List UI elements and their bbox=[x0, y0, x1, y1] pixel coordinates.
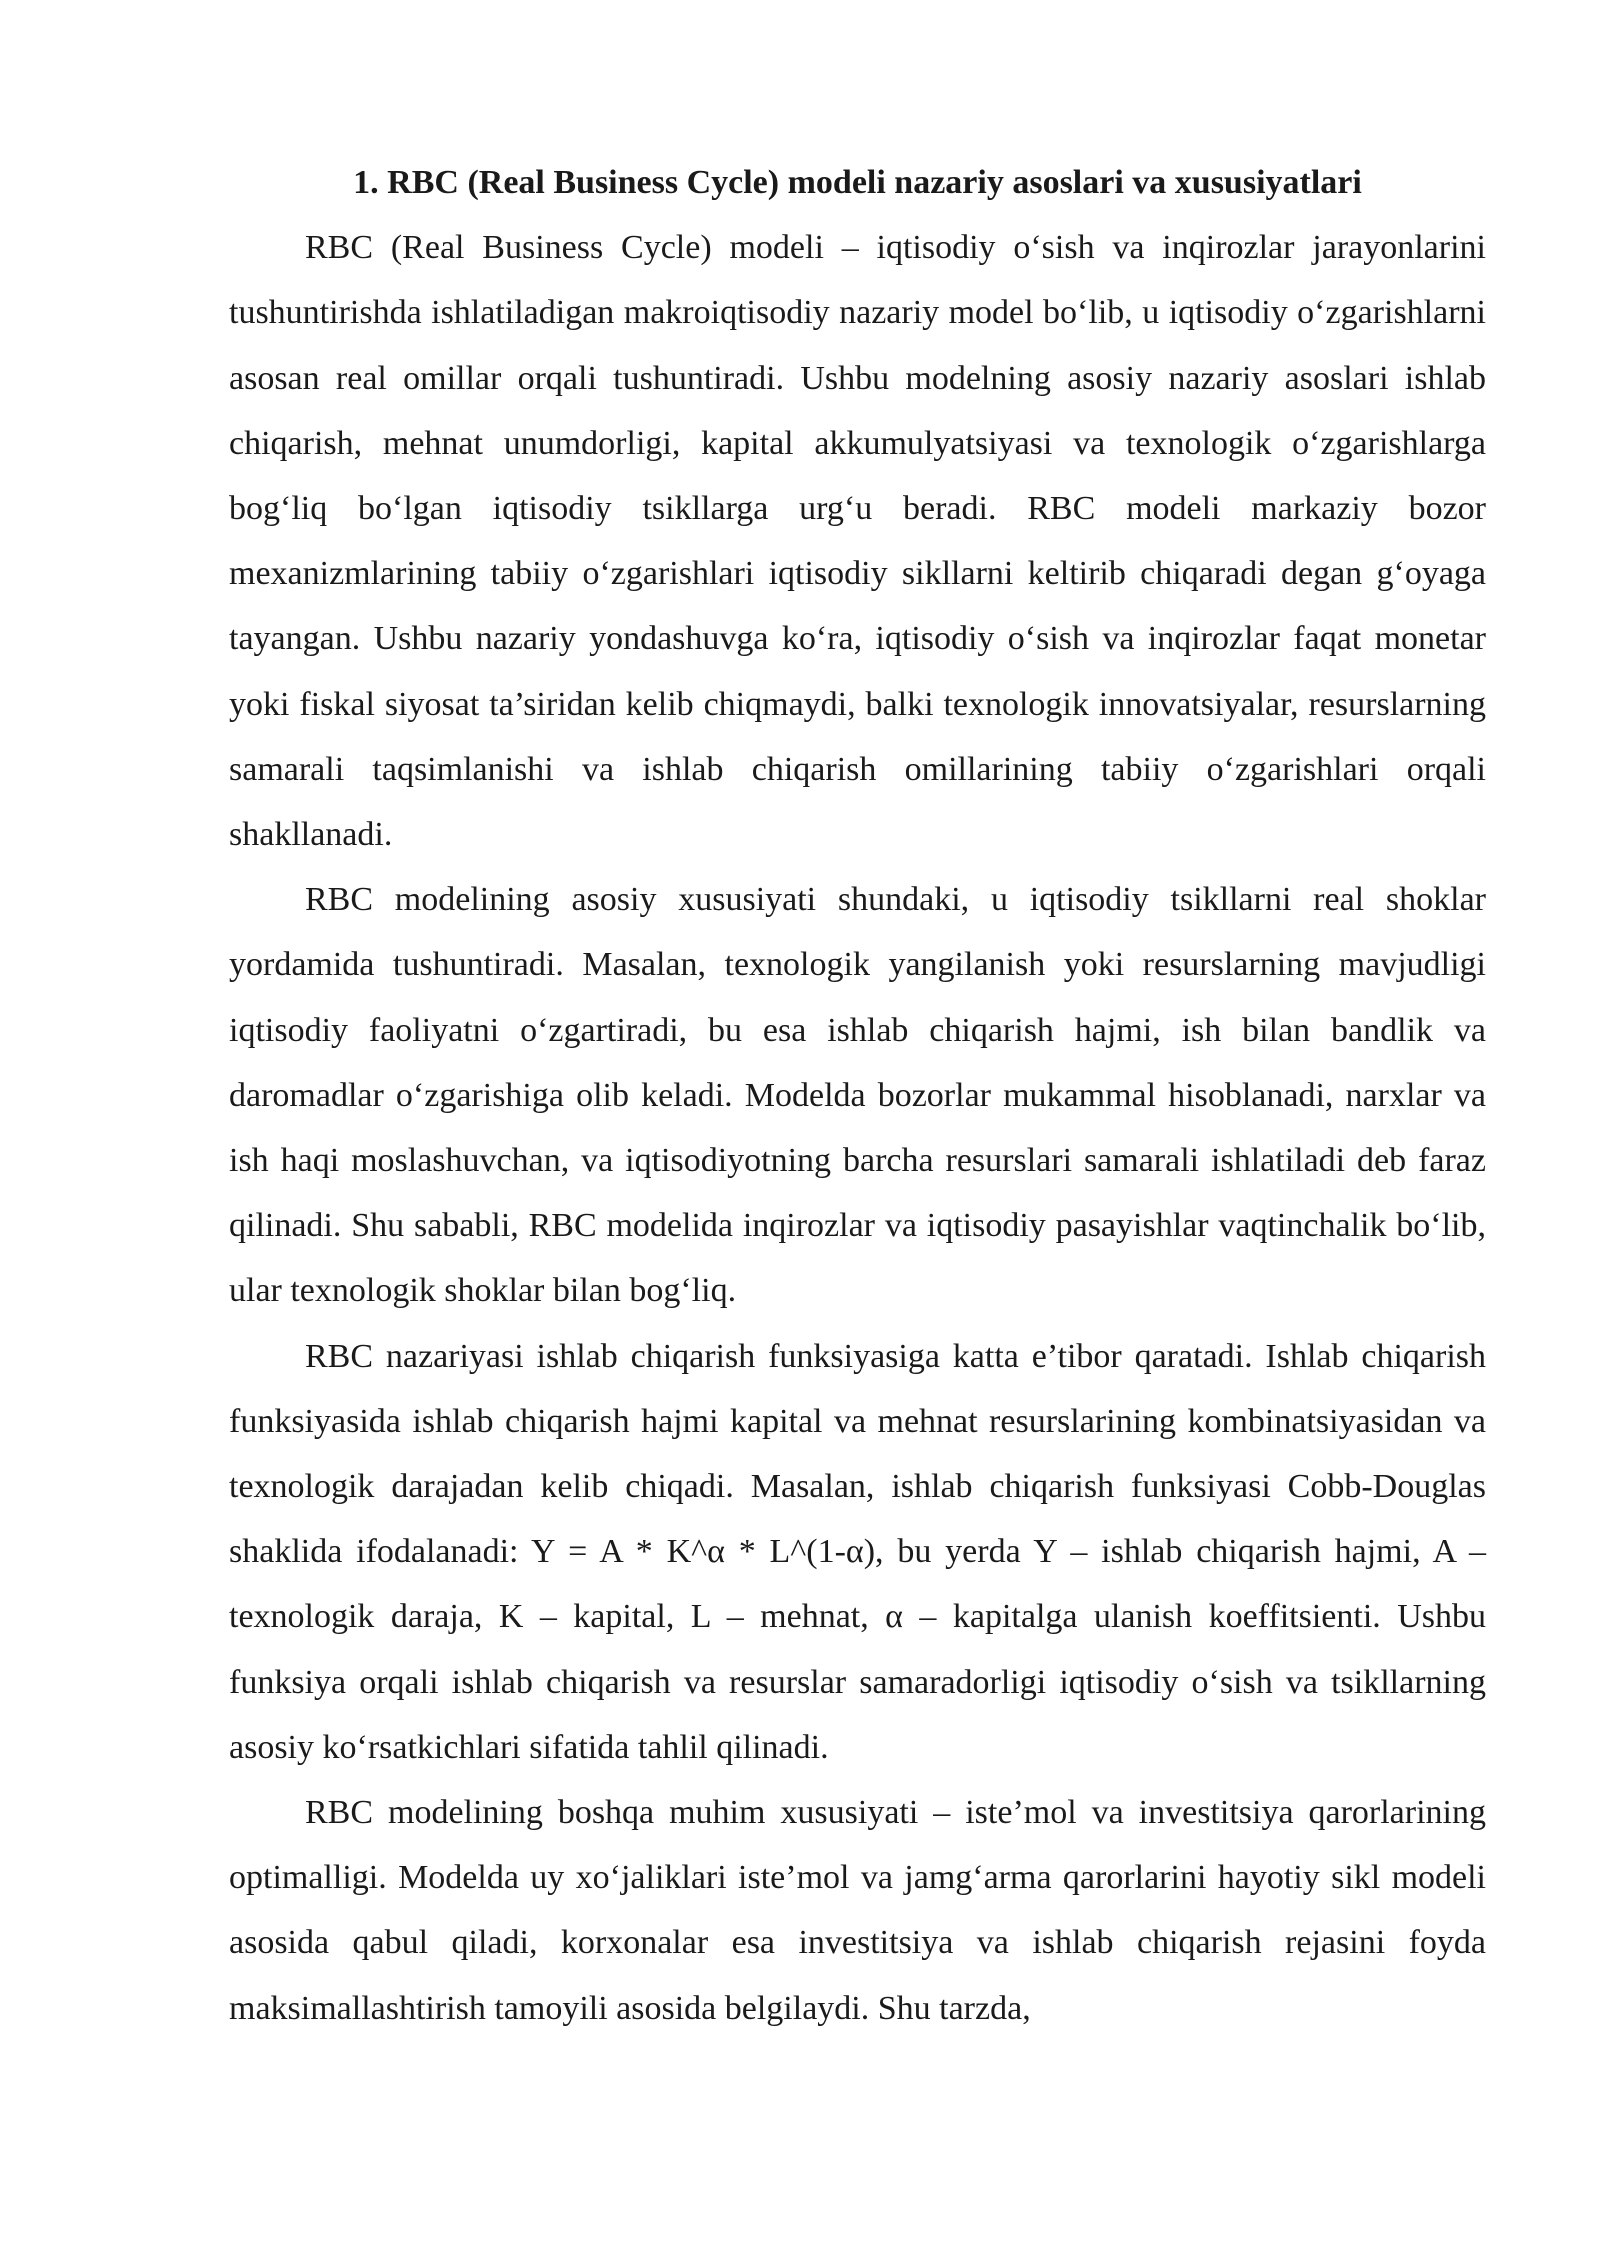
paragraph-1: RBC (Real Business Cycle) modeli – iqtisodiy oʻsish va inqirozlar jarayonlarini tushuntirishda ishlatiladigan makroiqtisodiy nazariy model boʻlib, u iqtisodiy oʻzgarishlarni asosan real omillar orqali tushuntiradi. Ushbu modelning asosiy nazariy asoslari ishlab chiqarish, mehnat unumdorligi, kapital akkumulyatsiyasi va texnologik oʻzgarishlarga bogʻliq boʻlgan iqtisodiy tsikllarga urgʻu beradi. RBC modeli markaziy bozor mexanizmlarining tabiiy oʻzgarishlari iqtisodiy sikllarni keltirib chiqaradi degan gʻoyaga tayangan. Ushbu nazariy yondashuvga koʻra, iqtisodiy oʻsish va inqirozlar faqat monetar yoki fiskal siyosat ta’siridan kelib chiqmaydi, balki texnologik innovatsiyalar, resurslarning samarali taqsimlanishi va ishlab chiqarish omillarining tabiiy oʻzgarishlari orqali shakllanadi. bbox=[229, 229, 1486, 854]
section-heading: 1. RBC (Real Business Cycle) modeli nazariy asoslari va xususiyatlari bbox=[353, 164, 1362, 201]
paragraph-4: RBC modelining boshqa muhim xususiyati – iste’mol va investitsiya qarorlarining optimalligi. Modelda uy xoʻjaliklari iste’mol va jamgʻarma qarorlarini hayotiy sikl modeli asosida qabul qiladi, korxonalar esa investitsiya va ishlab chiqarish rejasini foyda maksimallashtirish tamoyili asosida belgilaydi. Shu tarzda, bbox=[229, 1794, 1486, 2027]
paragraph-2: RBC modelining asosiy xususiyati shundaki, u iqtisodiy tsikllarni real shoklar yordamida tushuntiradi. Masalan, texnologik yangilanish yoki resurslarning mavjudligi iqtisodiy faoliyatni oʻzgartiradi, bu esa ishlab chiqarish hajmi, ish bilan bandlik va daromadlar oʻzgarishiga olib keladi. Modelda bozorlar mukammal hisoblanadi, narxlar va ish haqi moslashuvchan, va iqtisodiyotning barcha resurslari samarali ishlatiladi deb faraz qilinadi. Shu sababli, RBC modelida inqirozlar va iqtisodiy pasayishlar vaqtinchalik boʻlib, ular texnologik shoklar bilan bogʻliq. bbox=[229, 881, 1486, 1310]
paragraph-3: RBC nazariyasi ishlab chiqarish funksiyasiga katta e’tibor qaratadi. Ishlab chiqarish funksiyasida ishlab chiqarish hajmi kapital va mehnat resurslarining kombinatsiyasidan va texnologik darajadan kelib chiqadi. Masalan, ishlab chiqarish funksiyasi Cobb-Douglas shaklida ifodalanadi: Y = A * K^α * L^(1-α), bu yerda Y – ishlab chiqarish hajmi, A – texnologik daraja, K – kapital, L – mehnat, α – kapitalga ulanish koeffitsienti. Ushbu funksiya orqali ishlab chiqarish va resurslar samaradorligi iqtisodiy oʻsish va tsikllarning asosiy koʻrsatkichlari sifatida tahlil qilinadi. bbox=[229, 1337, 1486, 1766]
document-body bbox=[229, 150, 1486, 2041]
